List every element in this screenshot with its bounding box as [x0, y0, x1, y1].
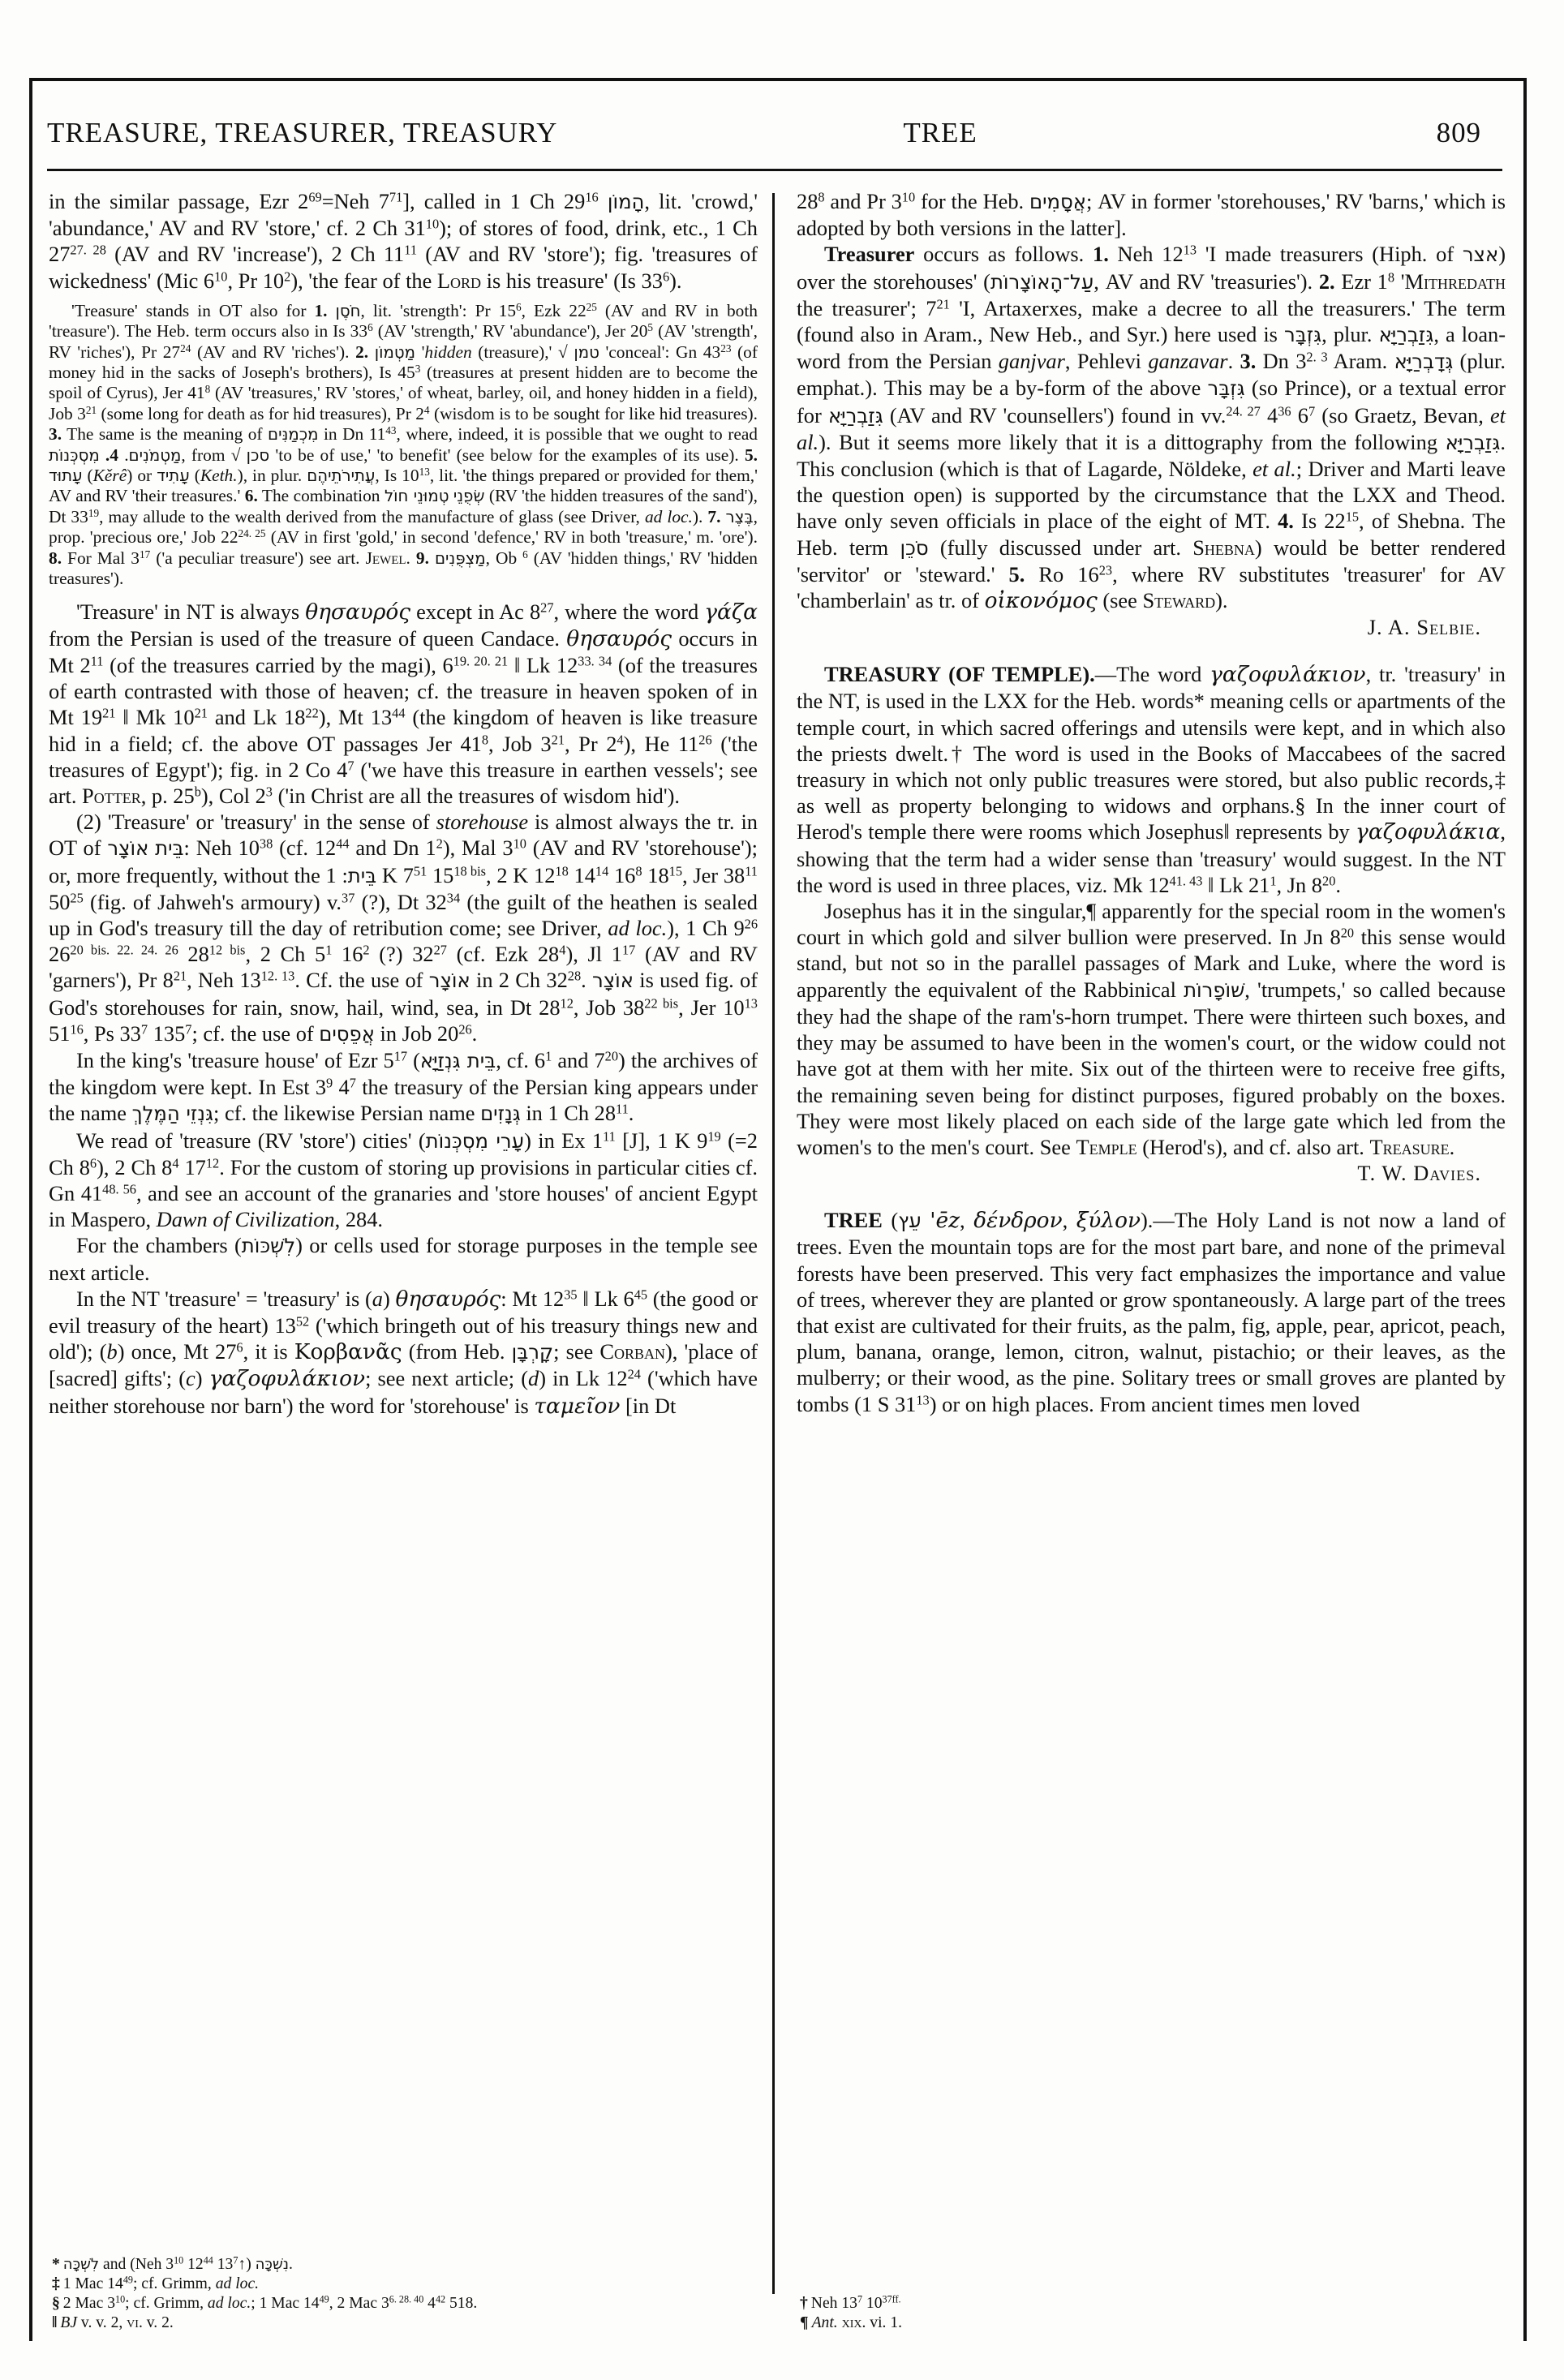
paragraph-nt-treasure: 'Treasure' in NT is always θησαυρός except in Ac $8^{27}$, where the word γάζα from the Persian is used of the treasure of queen Candace. θησαυρός occurs in Mt $2^{11}$ (of the treasures carried by the magi), $6^{19. 20. 21}$ ‖ Lk $12^{33. 34}$ (of the treasures of earth contrasted with those of heaven; cf. the treasure in heaven spoken of in Mt $19^{21}$ ‖ Mk $10^{21}$ and Lk $18^{22}$), Mt $13^{44}$ (the kingdom of heaven is like treasure hid in a field; cf. the above OT passages Jer $41^8$, Job $3^{21}$, Pr $2^4$), He $11^{26}$ ('the treasures of Egypt'); fig. in 2 Co $4^7$ ('we have this treasure in earthen vessels'; see art. Potter, p. 25$^b$), Col $2^3$ ('in Christ are all the treasures of wisdom hid'). [49, 599, 758, 808]
running-head-left: TREASURE, TREASURER, TREASURY [47, 117, 558, 148]
footnote-mark: § [52, 2295, 60, 2312]
entry-treasury-of-temple: TREASURY (OF TEMPLE).—The word γαζοφυλάκιον, tr. 'treasury' in the NT, is used in the LXX for the Heb. words* meaning cells or apartments of the temple court, in which sacred offerings and utensils were kept, and in which also the priests dwelt.† The word is used in the Books of Maccabees of the sacred treasury in which not only public treasures were stored, but also public records,‡ as well as property belonging to widows and orphans.§ In the inner court of Herod's temple there were rooms which Josephus‖ represents by γαζοφυλάκια, showing that the term had a wider sense than 'treasury' would suggest. In the NT the word is used in three places, viz. Mk $12^{41. 43}$ ‖ Lk $21^1$, Jn $8^{20}$. [797, 662, 1506, 897]
paragraph-kings-treasure-house: In the king's 'treasure house' of Ezr $5^{17}$ (בֵּית גִּנְזַיָּא, cf. $6^1$ and $7^{20}$) the archives of the kingdom were kept. In Est $3^9$ $4^7$ the treasury of the Persian king appears under the name גִּנְזֵי הַמֶּלֶךְ; cf. the likewise Persian name גְּנָזִים in 1 Ch $28^{11}$. [49, 1047, 758, 1126]
right-column [797, 188, 1506, 2322]
footnote-mark: ¶ [800, 2314, 809, 2331]
footnotes-left [49, 2255, 758, 2333]
footnote: ‡ 1 Mac $14^{49}$; cf. Grimm, ad loc. [52, 2274, 260, 2292]
paragraph-treasurer: Treasurer occurs as follows. 1. Neh $12^{13}$ 'I made treasurers (Hiph. of אצר) over the storehouses' (עַל־הָאוֹצָרוֹת, AV and RV 'treasuries'). 2. Ezr $1^8$ 'Mithredath the treasurer'; $7^{21}$ 'I, Artaxerxes, make a decree to all the treasurers.' The term (found also in Aram., New Heb., and Syr.) here used is גִּזְבָּר, plur. גִּזַבְרַיָּא, a loan-word from the Persian ganjvar, Pehlevi ganzavar. 3. Dn $3^{2. 3}$ Aram. גְּדָבְרַיָּא (plur. emphat.). This may be a by-form of the above גִּזְבָּר (so Prince), or a textual error for גִּזַבְרַיָּא (AV and RV 'counsellers') found in vv.$^{24. 27}$ $4^{36}$ $6^7$ (so Graetz, Bevan, et al.). But it seems more likely that it is a dittography from the following גִּזַבְרַיָּא. This conclusion (which is that of Lagarde, Nöldeke, et al.; Driver and Marti leave the question open) is supported by the circumstance that the LXX and Theod. have only seven officials in place of the eight of MT. 4. Is $22^{15}$, of Shebna. The Heb. term סֹכֵן (fully discussed under art. Shebna) would be better rendered 'servitor' or 'steward.' 5. Ro $16^{23}$, where RV substitutes 'treasurer' for AV 'chamberlain' as tr. of οἰκονόμος (see Steward). [797, 242, 1506, 614]
footnote-mark: * [52, 2256, 60, 2273]
paragraph-continuation-right: $28^8$ and Pr $3^{10}$ for the Heb. אֲסָמִים; AV in former 'storehouses,' RV 'barns,' which is adopted by both versions in the latter]. [797, 189, 1506, 241]
footnote: § 2 Mac $3^{10}$; cf. Grimm, ad loc.; 1 Mac $14^{49}$, 2 Mac $3^{6. 28. 40}$ $4^{42}$ 518. [52, 2293, 478, 2312]
footnote: * לִשְׁכָּה and (Neh $3^{10}$ $12^{44}$ $13^7↑$) נִשְׁכָּה. [52, 2254, 293, 2273]
section-gap [797, 640, 1506, 661]
running-head-right: TREE [903, 117, 978, 148]
page-number: 809 [1436, 117, 1481, 148]
note-treasure-ot-terms: 'Treasure' stands in OT also for 1. חֹסֶן, lit. 'strength': Pr $15^6$, Ezk $22^{25}$ (AV and RV in both 'treasure'). The Heb. term occurs also in Is $33^6$ (AV 'strength,' RV 'abundance'), Jer $20^5$ (AV 'strength', RV 'riches'), Pr $27^{24}$ (AV and RV 'riches'). 2. מַטְמוֹן 'hidden (treasure),' √ טמן 'conceal': Gn $43^{23}$ (of money hid in the sacks of Joseph's brothers), Is $45^3$ (treasures at present hidden are to become the spoil of Cyrus), Jer $41^8$ (AV 'treasures,' RV 'stores,' of wheat, barley, oil, and honey hidden in a field), Job $3^{21}$ (some long for death as for hid treasures), Pr $2^4$ (wisdom is to be sought for like hid treasures). 3. The same is the meaning of מִכְמַנִּים in Dn $11^{43}$, where, indeed, it is possible that we ought to read מַטְמֹנִים. 4. מִסְכְּנוֹת , from √ סכן 'to be of use,' 'to benefit' (see below for the examples of its use). 5. עָתוּד (Kěrê) or עָתִיד (Keth.), in plur. עֲתִירֹתֵיהֶם, Is $10^{13}$, lit. 'the things prepared or provided for them,' AV and RV 'their treasures.' 6. The combination שְׂפֻנֵי טְמוּנֵי חוֹל (RV 'the hidden treasures of the sand'), Dt $33^{19}$, may allude to the wealth derived from the manufacture of glass (see Driver, ad loc.). 7. בֶּצֶר, prop. 'precious ore,' Job $22^{24. 25}$ (AV in first 'gold,' in second 'defence,' RV in both 'treasure,' m. 'ore'). 8. For Mal $3^{17}$ ('a peculiar treasure') see art. Jewel. 9. מַצְפֻּנִים, Ob $^6$ (AV 'hidden things,' RV 'hidden treasures'). [49, 300, 758, 589]
footnote-mark: ‡ [52, 2275, 60, 2292]
footnote: ¶ Ant. xix. vi. 1. [800, 2314, 903, 2331]
running-head [47, 96, 1507, 170]
paragraph-chambers: For the chambers (לִשְׁכּוֹת) or cells used for storage purposes in the temple see next article. [49, 1233, 758, 1285]
section-gap-2 [797, 1186, 1506, 1207]
paragraph-josephus: Josephus has it in the singular,¶ apparently for the special room in the women's court in which gold and silver bullion were preserved. In Jn $8^{20}$ this sense would stand, but not so in the parallel passages of Mark and Luke, where the word is apparently the equivalent of the Rabbinical שׁוֹפָרוֹת, 'trumpets,' so called because they had the shape of the ram's-horn trumpet. There were thirteen such boxes, and they may be assumed to have been in the women's court, or the widow could not have got at them with her mite. Six out of the thirteen were to receive free gifts, the remaining seven being for distinct purposes, figured probably on the boxes. They were most likely placed on each side of the large gate which led from the women's to the men's court. See Temple (Herod's), and cf. also art. Treasure. [797, 899, 1506, 1159]
paragraph-continuation: in the similar passage, Ezr $2^{69}=Neh$ $7^{71}$], called in 1 Ch $29^{16}$ הָמוֹן, lit. 'crowd,' 'abundance,' AV and RV 'store,' cf. 2 Ch $31^{10}$); of stores of food, drink, etc., 1 Ch $27^{27. 28}$ (AV and RV 'increase'), 2 Ch $11^{11}$ (AV and RV 'store'); fig. 'treasures of wickedness' (Mic $6^{10}$, Pr $10^2$), 'the fear of the Lord is his treasure' (Is $33^6$). [49, 189, 758, 293]
footnote: † Neh $13^7$ $10^{37ff.}$ [800, 2293, 901, 2312]
entry-tree: TREE (עֵץ 'ēz, δένδρον, ξύλον).—The Holy Land is not now a land of trees. Even the mountain tops are for the most part bare, and none of the primeval forests have been preserved. This very fact emphasizes the importance and value of trees, wherever they are planted or grow spontaneously. A large part of the trees that exist are cultivated for their fruits, as the palm, fig, apple, pear, apricot, peach, plum, banana, orange, lemon, citron, walnut, pistachio; or their leaves, as the mulberry; or their wood, as the pine. Solitary trees or small groves are planted by tombs (1 S $31^{13}$) or on high places. From ancient times men loved [797, 1208, 1506, 1416]
column-divider-rule [772, 193, 775, 2294]
left-column [49, 188, 758, 2322]
footnote-mark: † [800, 2295, 808, 2312]
footnote-mark: ‖ [52, 2314, 58, 2331]
footnote: ‖ BJ v. v. 2, vi. v. 2. [52, 2314, 174, 2331]
author-signature-davies: T. W. Davies. [1357, 1161, 1481, 1186]
paragraph-treasure-cities: We read of 'treasure (RV 'store') cities' (עָרֵי מִסְכְּנוֹת) in Ex $1^{11}$ [J], 1 K $9^{19}$ (=2 Ch $8^6$), 2 Ch $8^4$ $17^{12}$. For the custom of storing up provisions in particular cities cf. Gn $41^{48. 56}$, and see an account of the granaries and 'store houses' of ancient Egypt in Maspero, Dawn of Civilization, 284. [49, 1128, 758, 1232]
page-right-rule [1523, 78, 1527, 2341]
paragraph-nt-treasury: In the NT 'treasure' = 'treasury' is (a) θησαυρός: Mt $12^{35}$ ‖ Lk $6^{45}$ (the good or evil treasury of the heart) $13^{52}$ ('which bringeth out of his treasury things new and old'); (b) once, Mt $27^6$, it is Κορβανᾶς (from Heb. קָרְבָּן; see Corban), 'place of [sacred] gifts'; (c) γαζοφυλάκιον; see next article; (d) in Lk $12^{24}$ ('which have neither storehouse nor barn') the word for 'storehouse' is ταμεῖον [in Dt [49, 1286, 758, 1419]
paragraph-storehouse: (2) 'Treasure' or 'treasury' in the sense of storehouse is almost always the tr. in OT of בֵּית אוֹצָר : Neh $10^{38}$ (cf. $12^{44}$ and Dn $1^2$), Mal $3^{10}$ (AV and RV 'storehouse'); or, more frequently, without the בֵּית: 1 K $7^{51}$ $15^{18 bis}$, 2 K $12^{18}$ $14^{14}$ $16^8$ $18^{15}$, Jer $38^{11}$ $50^{25}$ (fig. of Jahweh's armoury) v.$^{37}$ (?), Dt $32^{34}$ (the guilt of the heathen is sealed up in God's treasury till the day of retribution come; see Driver, ad loc.), 1 Ch $9^{26}$ $26^{20 bis. 22. 24. 26}$ $28^{12 bis}$, 2 Ch $5^1$ $16^2$ (?) $32^{27}$ (cf. Ezk $28^4$), Jl $1^{17}$ (AV and RV 'garners'), Pr $8^{21}$, Neh $13^{12. 13}$. Cf. the use of אוֹצָר in 2 Ch $32^{28}$. אוֹצָר is used fig. of God's storehouses for rain, snow, hail, wind, sea, in Dt $28^{12}$, Job $38^{22 bis}$, Jer $10^{13}$ $51^{16}$, Ps $33^7$ $135^7$; cf. the use of אֲפֵסִים in Job $20^{26}$. [49, 810, 758, 1046]
running-head-rule [47, 169, 1502, 171]
footnotes-right [797, 2294, 1506, 2333]
author-signature-selbie: J. A. Selbie. [1367, 615, 1481, 640]
